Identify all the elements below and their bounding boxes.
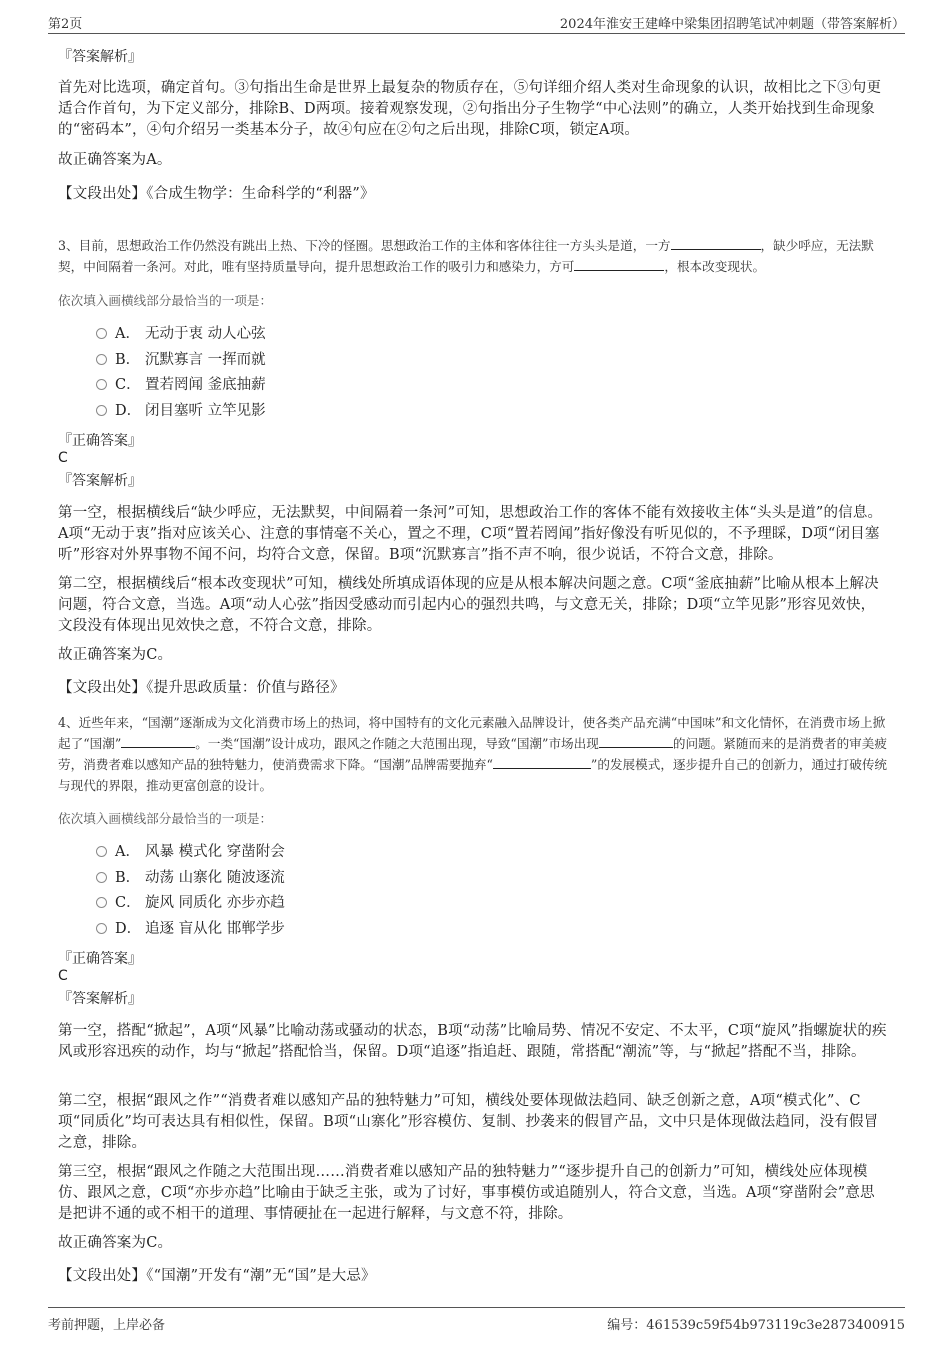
q4-analysis-para1: 第一空，搭配“掀起”，A项“风暴”比喻动荡或骚动的状态，B项“动荡”比喻局势、情况不安定、不太平，C项“旋风”指螺旋状的疾风或形容迅疾的动作，均与“掀起”搭配恰当，保留。D项“追逐”指追赶、跟随，常搭配“潮流”等，与“掀起”搭配不当，排除。 <box>58 1023 887 1060</box>
option-letter: C． <box>115 895 141 911</box>
q4-source: 【文段出处】《“国潮”开发有“潮”无“国”是大忌》 <box>58 1268 376 1284</box>
q3-instruction: 依次填入画横线部分最恰当的一项是： <box>58 293 273 308</box>
q4-analysis-label: 『答案解析』 <box>58 991 142 1007</box>
option-text: 无动于衷 动人心弦 <box>145 326 266 342</box>
option-letter: D． <box>115 403 142 419</box>
radio-button[interactable] <box>96 379 107 390</box>
option-letter: B． <box>115 352 141 368</box>
option-letter: B． <box>115 870 141 886</box>
q3-analysis-label: 『答案解析』 <box>58 473 142 489</box>
radio-button[interactable] <box>96 846 107 857</box>
page-footer <box>48 1307 905 1332</box>
page-header <box>48 9 905 34</box>
q2-analysis-label: 『答案解析』 <box>58 49 142 65</box>
q4-conclusion: 故正确答案为C。 <box>58 1235 173 1251</box>
q2-source: 【文段出处】《合成生物学：生命科学的“利器”》 <box>58 186 375 202</box>
q4-analysis-para2: 第二空，根据“跟风之作”“消费者难以感知产品的独特魅力”可知，横线处要体现做法趋同、缺乏创新之意，A项“模式化”、C项“同质化”均可表达具有相似性，保留。B项“山寨化”形容模仿、复制、抄袭来的假冒产品，文中只是体现做法趋同，没有假冒之意，排除。 <box>58 1093 879 1151</box>
q4-option-d[interactable] <box>96 918 285 940</box>
q3-option-c[interactable] <box>96 374 266 396</box>
page-number: 第2页 <box>48 17 83 32</box>
q3-stem-part: ，缺少呼应，无法默契，中间隔着一条河。对此，唯有坚持质量导向，提升思想政治工作的吸引力和感染力，方可 <box>58 238 874 274</box>
option-text: 旋风 同质化 亦步亦趋 <box>145 895 285 911</box>
option-letter: D． <box>115 921 142 937</box>
q3-stem <box>58 235 888 277</box>
radio-button[interactable] <box>96 923 107 934</box>
q4-stem <box>58 712 888 796</box>
q3-correct-answer: C <box>58 450 68 466</box>
q4-option-c[interactable] <box>96 892 285 914</box>
radio-button[interactable] <box>96 897 107 908</box>
option-letter: A． <box>115 844 140 860</box>
option-text: 动荡 山寨化 随波逐流 <box>145 870 285 886</box>
q3-option-b[interactable] <box>96 349 266 371</box>
q3-source: 【文段出处】《提升思政质量：价值与路径》 <box>58 680 345 696</box>
q4-instruction: 依次填入画横线部分最恰当的一项是： <box>58 811 273 826</box>
q3-analysis-para1: 第一空，根据横线后“缺少呼应，无法默契，中间隔着一条河”可知，思想政治工作的客体不能有效接收主体“头头是道”的信息。A项“无动于衷”指对应该关心、注意的事情毫不关心，置之不理，C项“置若罔闻”指好像没有听见似的，不予理睬，D项“闭目塞听”形容对外界事物不闻不问，均符合文意，保留。B项“沉默寡言”指不声不响，很少说话，不符合文意，排除。 <box>58 505 883 563</box>
radio-button[interactable] <box>96 872 107 883</box>
radio-button[interactable] <box>96 328 107 339</box>
blank <box>671 237 761 250</box>
q4-correct-answer: C <box>58 968 68 984</box>
blank <box>493 756 591 769</box>
q4-analysis-para3: 第三空，根据“跟风之作随之大范围出现……消费者难以感知产品的独特魅力”“逐步提升自己的创新力”可知，横线处应体现模仿、跟风之意，C项“亦步亦趋”比喻由于缺乏主张，或为了讨好，事事模仿或追随别人，符合文意，当选。A项“穿凿附会”意思是把讲不通的或不相干的道理、事情硬扯在一起进行解释，与文意不符，排除。 <box>58 1164 875 1222</box>
q3-option-a[interactable] <box>96 323 266 345</box>
document-code: 编号：461539c59f54b973119c3e2873400915 <box>607 1318 905 1333</box>
q2-analysis: 首先对比选项，确定首句。③句指出生命是世界上最复杂的物质存在，⑤句详细介绍人类对生命现象的认识，故相比之下③句更适合作首句，为下定义部分，排除B、D两项。接着观察发现，②句指出分子生物学“中心法则”的确立，人类开始找到生命现象的“密码本”，④句介绍另一类基本分子，故④句应在②句之后出现，排除C项，锁定A项。 <box>58 80 882 138</box>
q3-analysis-para2: 第二空，根据横线后“根本改变现状”可知，横线处所填成语体现的应是从根本解决问题之意。C项“釜底抽薪”比喻从根本上解决问题，符合文意，当选。A项“动人心弦”指因受感动而引起内心的强烈共鸣，与文意无关，排除；D项“立竿见影”形容见效快，文段没有体现出见效快之意，不符合文意，排除。 <box>58 576 879 634</box>
q4-correct-label: 『正确答案』 <box>58 951 142 967</box>
footer-slogan: 考前押题，上岸必备 <box>48 1318 166 1333</box>
option-text: 风暴 模式化 穿凿附会 <box>145 844 285 860</box>
blank <box>574 258 664 271</box>
q2-conclusion: 故正确答案为A。 <box>58 152 172 168</box>
document-title: 2024年淮安王建峰中梁集团招聘笔试冲刺题（带答案解析） <box>559 17 905 32</box>
q4-stem-part: 4、近些年来，“国潮”逐渐成为文化消费市场上的热词，将中国特有的文化元素融入品牌设计，使各类产品充满“中国味”和文化情怀，在消费市场上掀起了“国潮” <box>58 715 886 751</box>
q3-option-d[interactable] <box>96 400 266 422</box>
option-letter: A． <box>115 326 140 342</box>
option-text: 追逐 盲从化 邯郸学步 <box>145 921 285 937</box>
option-text: 置若罔闻 釜底抽薪 <box>145 377 266 393</box>
q3-conclusion: 故正确答案为C。 <box>58 647 173 663</box>
option-text: 闭目塞听 立竿见影 <box>145 403 266 419</box>
q4-option-b[interactable] <box>96 867 285 889</box>
radio-button[interactable] <box>96 354 107 365</box>
q4-stem-part: ”的发展模式，逐步提升自己的创新力，通过打破传统与现代的界限，推动更富创意的设计。 <box>58 757 888 793</box>
blank <box>599 735 673 748</box>
option-text: 沉默寡言 一挥而就 <box>145 352 266 368</box>
q3-correct-label: 『正确答案』 <box>58 433 142 449</box>
q3-stem-part: ，根本改变现状。 <box>664 259 766 274</box>
radio-button[interactable] <box>96 405 107 416</box>
q4-stem-part: 的问题。紧随而来的是消费者的审美疲劳，消费者难以感知产品的独特魅力，使消费需求下降。“国潮”品牌需要抛弃“ <box>58 736 887 772</box>
option-letter: C． <box>115 377 141 393</box>
q3-stem-part: 3、目前，思想政治工作仍然没有跳出上热、下冷的怪圈。思想政治工作的主体和客体往往一方头头是道，一方 <box>58 238 671 253</box>
q4-option-a[interactable] <box>96 841 285 863</box>
blank <box>121 735 195 748</box>
q4-stem-part: 。一类“国潮”设计成功，跟风之作随之大范围出现，导致“国潮”市场出现 <box>195 736 599 751</box>
